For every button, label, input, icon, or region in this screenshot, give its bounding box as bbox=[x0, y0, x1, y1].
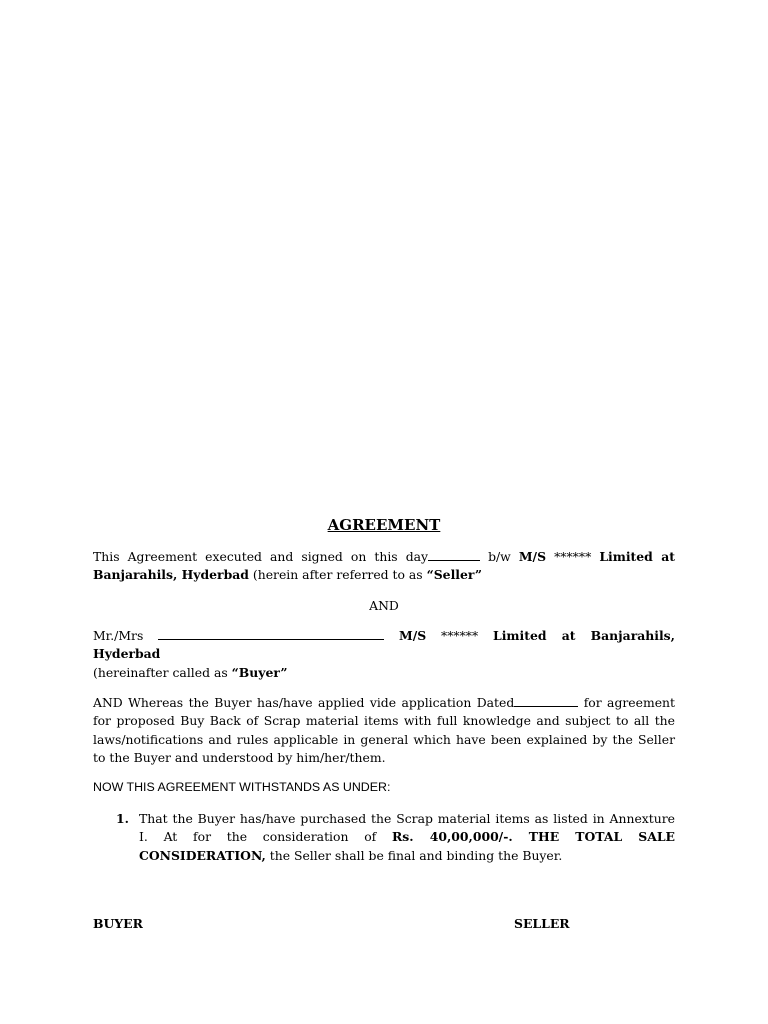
party-stars: ****** bbox=[426, 628, 494, 643]
whereas-paragraph bbox=[93, 694, 675, 767]
buyer-signature-label: BUYER bbox=[93, 916, 143, 931]
party-paragraph bbox=[93, 627, 675, 682]
clause-text-1: That the Buyer has/have purchased the Scrap material items as listed in Annexture I. At for the consideration of bbox=[139, 811, 675, 845]
intro-location: Banjarahils, Hyderbad bbox=[93, 567, 249, 583]
intro-text-1: This Agreement executed and signed on this day bbox=[93, 549, 429, 564]
intro-text-2: b/w bbox=[480, 549, 519, 564]
intro-paragraph bbox=[93, 548, 675, 585]
party-called: (hereinafter called as bbox=[93, 664, 232, 680]
clause-text-2: the Seller shall be final and binding the Buyer. bbox=[265, 847, 563, 863]
party-limited: Limited at Banjarahils, Hyderbad bbox=[93, 628, 675, 662]
intro-ms: M/S bbox=[518, 549, 547, 564]
and-separator: AND bbox=[369, 598, 399, 613]
intro-text-3: (herein after referred to as bbox=[248, 567, 427, 583]
clause-amount: Rs. 40,00,000/-. THE TOTAL SALE CONSIDERATION, bbox=[139, 829, 676, 863]
whereas-text-2: for agreement for proposed Buy Back of Scrap material items with full knowledge and subject to all the laws/notifications and rules applicable in general which have been explained by the Seller to the Buyer and understood by him/her/them. bbox=[93, 695, 676, 765]
document-title: AGREEMENT bbox=[327, 516, 441, 534]
application-date-blank bbox=[514, 694, 578, 707]
whereas-text-1: AND Whereas the Buyer has/have applied vide application Dated bbox=[93, 695, 515, 710]
buyer-term: “Buyer” bbox=[231, 664, 288, 680]
seller-term: “Seller” bbox=[426, 567, 482, 583]
date-blank bbox=[428, 548, 480, 561]
party-mr: Mr./Mrs bbox=[93, 628, 159, 643]
clause-text bbox=[139, 810, 675, 865]
clause-number: 1. bbox=[116, 811, 129, 826]
intro-stars: ****** bbox=[546, 549, 600, 564]
now-heading: NOW THIS AGREEMENT WITHSTANDS AS UNDER: bbox=[93, 780, 391, 794]
intro-limited: Limited at bbox=[599, 549, 675, 564]
seller-signature-label: SELLER bbox=[514, 916, 570, 931]
party-ms: M/S bbox=[398, 628, 427, 643]
name-blank bbox=[158, 627, 384, 640]
